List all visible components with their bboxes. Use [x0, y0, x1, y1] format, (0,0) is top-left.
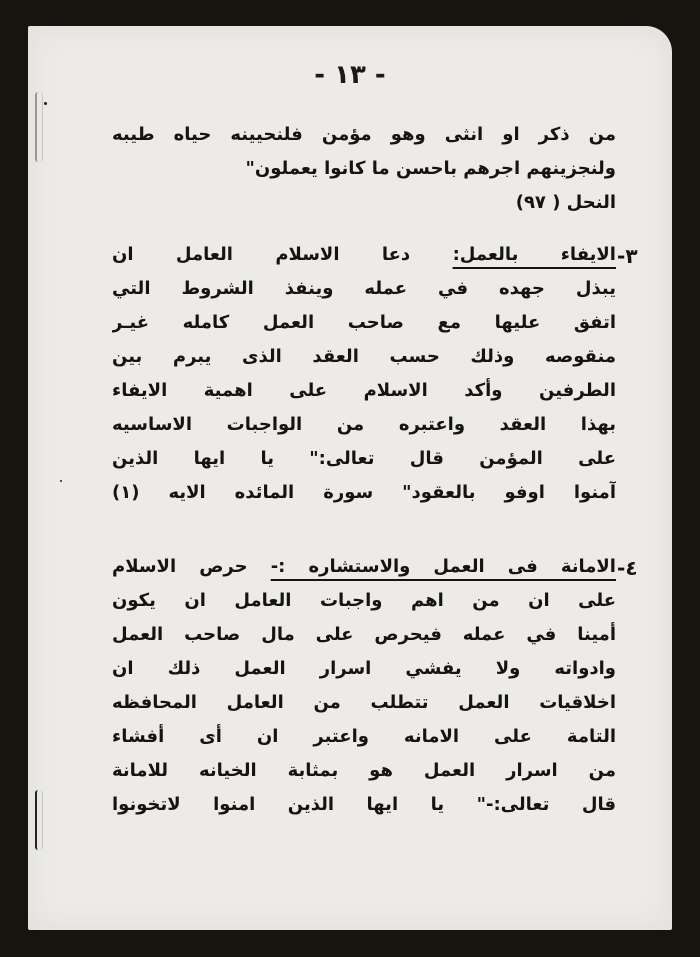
text-line	[112, 238, 616, 272]
staple-mark	[35, 92, 43, 162]
text-line: وادواته ولا يفشي اسرار العمل ذلك ان	[112, 658, 616, 679]
section-3-number: -٣	[617, 244, 638, 268]
text-line: الطرفين وأكد الاسلام على اهمية الايفاء	[112, 380, 616, 401]
text-line: بهذا العقد واعتبره من الواجبات الاساسيه	[112, 414, 616, 435]
text-line: اخلاقيات العمل تتطلب من العامل المحافظه	[112, 692, 616, 713]
staple-mark	[35, 790, 43, 850]
text-line: من ذكر او انثى وهو مؤمن فلنحيينه حياه طيبه	[112, 124, 616, 145]
intro-block	[112, 118, 616, 220]
text-line: يبذل جهده في عمله وينفذ الشروط التي	[112, 278, 616, 299]
section-3-heading: الايفاء بالعمل:	[452, 244, 616, 265]
scan-speck	[60, 480, 62, 482]
section-4-heading: الامانة فى العمل والاستشاره :-	[270, 556, 616, 577]
section-4-block	[112, 550, 616, 822]
text-line: آمنوا اوفو بالعقود" سورة المائده الايه (١)	[112, 482, 616, 503]
text-line: اتفق عليها مع صاحب العمل كامله غيـر	[112, 312, 616, 333]
text-line: على المؤمن قال تعالى:" يا ايها الذين	[112, 448, 616, 469]
text-line: النحل ( ٩٧)	[515, 192, 616, 213]
text-fragment: حرص الاسلام	[112, 556, 248, 577]
text-line: ولنجزينهم اجرهم باحسن ما كانوا يعملون"	[245, 158, 616, 179]
text-line: التامة على الامانه واعتبر ان أى أفشاء	[112, 726, 616, 747]
section-4-number: -٤	[617, 556, 638, 580]
text-line: أمينا في عمله فيحرص على مال صاحب العمل	[112, 624, 616, 645]
section-3-block	[112, 238, 616, 510]
text-line	[112, 550, 616, 584]
text-fragment: دعا الاسلام العامل ان	[112, 244, 411, 265]
text-line: قال تعالى:-" يا ايها الذين امنوا لاتخونوا	[112, 794, 616, 815]
text-line: منقوصه وذلك حسب العقد الذى يبرم بين	[112, 346, 616, 367]
text-line: من اسرار العمل هو بمثابة الخيانه للامانة	[112, 760, 616, 781]
scan-speck	[44, 102, 47, 105]
page-number: - ١٣ -	[314, 60, 386, 90]
text-line: على ان من اهم واجبات العامل ان يكون	[112, 590, 616, 611]
